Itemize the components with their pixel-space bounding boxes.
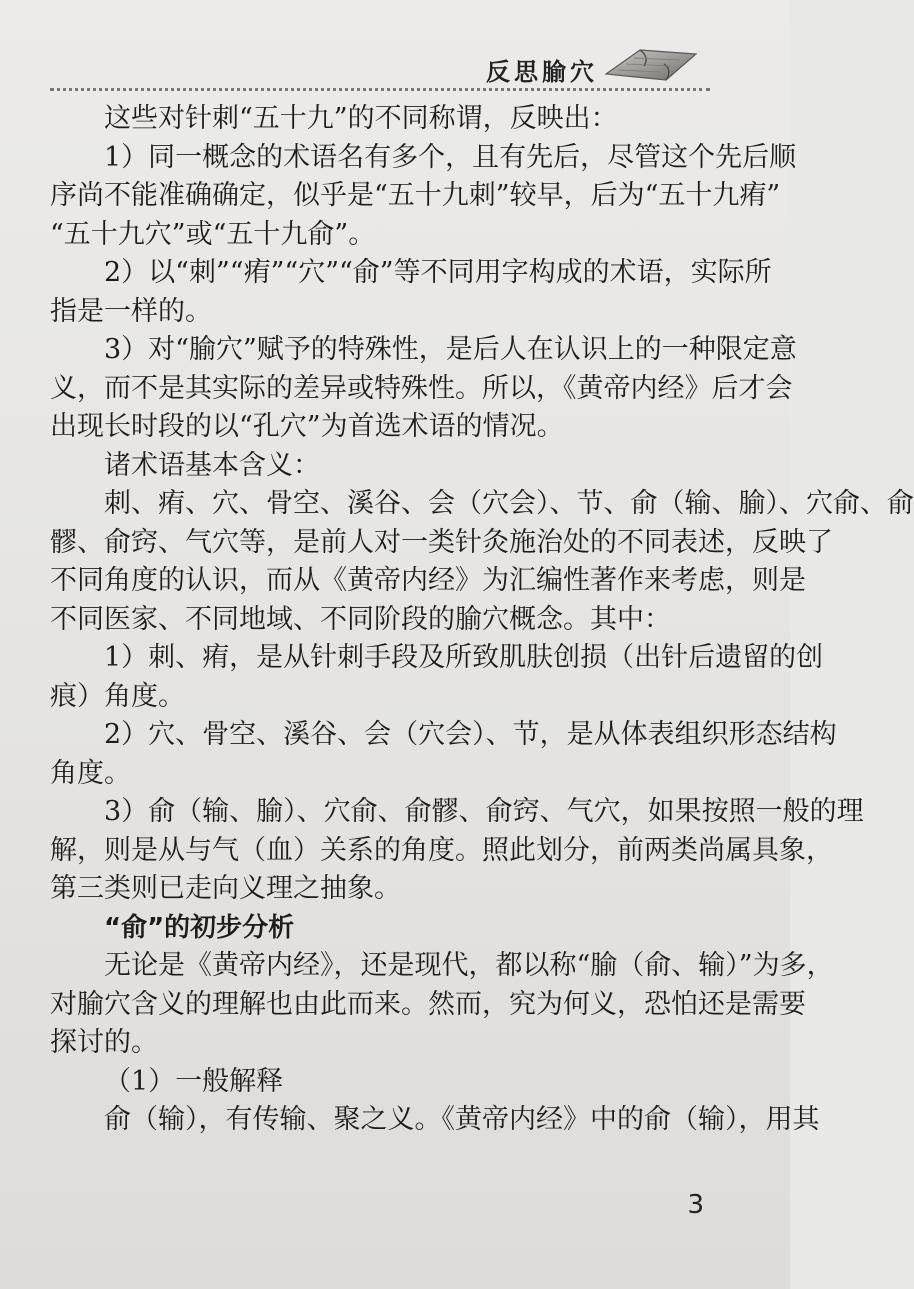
- text-line: “五十九穴”或“五十九俞”。: [50, 218, 376, 250]
- text-line: 义，而不是其实际的差异或特殊性。所以，《黄帝内经》后才会: [50, 372, 793, 404]
- scroll-icon: [600, 44, 700, 84]
- text-line: 髎、俞窍、气穴等，是前人对一类针灸施治处的不同表述，反映了: [50, 526, 833, 558]
- running-header-title: 反思腧穴: [486, 58, 598, 86]
- text-line: 1）刺、痏，是从针刺手段及所致肌肤创损（出针后遗留的创: [104, 642, 824, 673]
- text-line: 3）对“腧穴”赋予的特殊性，是后人在认识上的一种限定意: [104, 334, 797, 365]
- text-line: 对腧穴含义的理解也由此而来。然而，究为何义，恐怕还是需要: [50, 988, 806, 1020]
- text-line: 出现长时段的以“孔穴”为首选术语的情况。: [50, 411, 564, 442]
- text-line: 不同医家、不同地域、不同阶段的腧穴概念。其中：: [50, 603, 671, 635]
- text-line: 角度。: [50, 757, 131, 789]
- text-line: 1）同一概念的术语名有多个，且有先后，尽管这个先后顺: [104, 141, 797, 173]
- text-line: 序尚不能准确确定，似乎是“五十九刺”较早，后为“五十九痏”: [50, 180, 781, 211]
- text-line: 这些对针刺“五十九”的不同称谓，反映出：: [104, 103, 618, 134]
- text-line: 不同角度的认识，而从《黄帝内经》为汇编性著作来考虑，则是: [50, 565, 806, 596]
- text-line: 诸术语基本含义：: [104, 449, 320, 481]
- text-line: 痕）角度。: [50, 680, 185, 712]
- text-line: 第三类则已走向义理之抽象。: [50, 873, 401, 904]
- section-heading: “俞”的初步分析: [104, 912, 295, 943]
- text-line: 指是一样的。: [50, 295, 212, 327]
- text-line: （1）一般解释: [104, 1065, 284, 1097]
- text-line: 刺、痏、穴、骨空、溪谷、会（穴会）、节、俞（输、腧）、穴俞、俞: [104, 488, 914, 519]
- header-divider: [50, 88, 710, 91]
- text-line: 3）俞（输、腧）、穴俞、俞髎、俞窍、气穴，如果按照一般的理: [104, 796, 864, 827]
- running-header: [50, 44, 710, 89]
- text-line: 探讨的。: [50, 1027, 158, 1058]
- text-line: 俞（输），有传输、聚之义。《黄帝内经》中的俞（输），用其: [104, 1104, 820, 1135]
- text-line: 2）穴、骨空、溪谷、会（穴会）、节，是从体表组织形态结构: [104, 719, 837, 750]
- text-line: 无论是《黄帝内经》，还是现代，都以称“腧（俞、输）”为多，: [104, 950, 834, 981]
- text-line: 2）以“刺”“痏”“穴”“俞”等不同用字构成的术语，实际所: [104, 257, 772, 288]
- page-number: 3: [687, 1190, 704, 1220]
- text-line: 解，则是从与气（血）关系的角度。照此划分，前两类尚属具象，: [50, 834, 833, 866]
- body-text: [50, 100, 914, 1140]
